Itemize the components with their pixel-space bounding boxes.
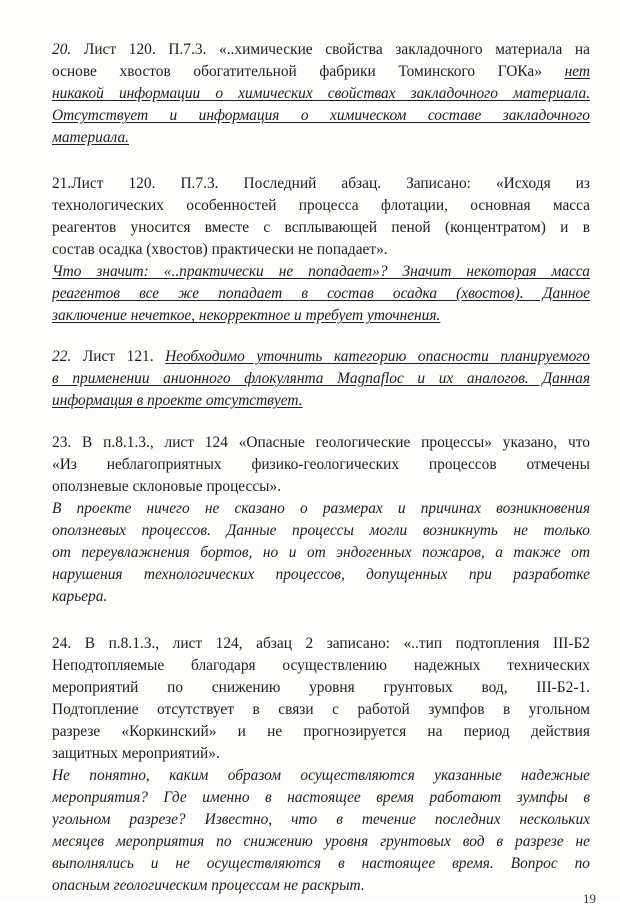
body-text: Подтопление отсутствует в связи с работой зумпфов в угольном bbox=[52, 701, 590, 718]
body-text: оползневые склоновые процессы». bbox=[52, 478, 282, 495]
body-text: разрезе «Коркинский» и не прогнозируется на период действия bbox=[52, 723, 590, 740]
body-text: Лист 121. bbox=[71, 348, 166, 365]
body-text: Лист 120. П.7.3. «..химические свойства закладочного материала на bbox=[71, 41, 590, 58]
text-line bbox=[52, 765, 590, 787]
body-text: 24. В п.8.1.3., лист 124, абзац 2 записано: «..тип подтопления III-Б2 bbox=[52, 635, 590, 652]
text-line bbox=[52, 61, 590, 83]
text-line bbox=[52, 743, 590, 765]
underlined-remark-text: нет bbox=[564, 63, 590, 80]
text-line bbox=[52, 195, 590, 217]
text-line bbox=[52, 831, 590, 853]
remark-24 bbox=[52, 633, 590, 897]
underlined-remark-text: никакой информации о химических свойствах закладочного материала. bbox=[52, 85, 590, 102]
text-line bbox=[52, 454, 590, 476]
text-line bbox=[52, 127, 590, 149]
underlined-remark-text: информация в проекте отсутствует. bbox=[52, 392, 303, 409]
italic-remark-text: месяцев мероприятия по снижению уровня грунтовых вод в разрезе не bbox=[52, 833, 590, 850]
underlined-remark-text: заключение нечеткое, некорректное и требует уточнения. bbox=[52, 307, 441, 324]
italic-remark-text: карьера. bbox=[52, 588, 108, 605]
text-line bbox=[52, 809, 590, 831]
text-line bbox=[52, 368, 590, 390]
item-number: 22. bbox=[52, 348, 72, 365]
text-line bbox=[52, 787, 590, 809]
remark-21 bbox=[52, 173, 590, 327]
body-text: мероприятий по снижению уровня грунтовых вод, III-Б2-1. bbox=[52, 679, 590, 696]
italic-remark-text: от переувлажнения бортов, но и от эндогенных пожаров, а также от bbox=[52, 544, 590, 561]
text-line bbox=[52, 875, 590, 897]
body-text: 23. В п.8.1.3., лист 124 «Опасные геологические процессы» указано, что bbox=[52, 434, 590, 451]
text-line bbox=[52, 173, 590, 195]
text-line bbox=[52, 432, 590, 454]
body-text: состав осадка (хвостов) практически не попадает». bbox=[52, 241, 388, 258]
text-line bbox=[52, 498, 590, 520]
underlined-remark-text: материала. bbox=[52, 129, 129, 146]
italic-remark-text: оползневых процессов. Данные процессы могли возникнуть не только bbox=[52, 522, 590, 539]
text-line bbox=[52, 699, 590, 721]
text-line bbox=[52, 655, 590, 677]
text-line bbox=[52, 39, 590, 61]
italic-remark-text: выполнялись и не осуществляются в настоящее время. Вопрос по bbox=[52, 855, 590, 872]
text-line bbox=[52, 542, 590, 564]
item-number: 20. bbox=[52, 41, 72, 58]
remark-22 bbox=[52, 346, 590, 412]
text-line bbox=[52, 390, 590, 412]
text-line bbox=[52, 520, 590, 542]
underlined-remark-text: Что значит: «..практически не попадает»? Значит некоторая масса bbox=[52, 263, 590, 280]
remark-20 bbox=[52, 39, 590, 149]
body-text: защитных мероприятий». bbox=[52, 745, 220, 762]
text-line bbox=[52, 261, 590, 283]
text-line bbox=[52, 633, 590, 655]
italic-remark-text: опасным геологическим процессам не раскрыт. bbox=[52, 877, 365, 894]
text-line bbox=[52, 476, 590, 498]
body-text: Неподтопляемые благодаря осуществлению надежных технических bbox=[52, 657, 590, 674]
text-line bbox=[52, 305, 590, 327]
text-line bbox=[52, 564, 590, 586]
text-line bbox=[52, 217, 590, 239]
body-text: реагентов уносится вместе с всплывающей пеной (концентратом) и в bbox=[52, 219, 590, 236]
italic-remark-text: угольном разрезе? Известно, что в течение последних нескольких bbox=[52, 811, 590, 828]
text-line bbox=[52, 239, 590, 261]
body-text: «Из неблагоприятных физико-геологических процессов отмечены bbox=[52, 456, 590, 473]
body-text: 21.Лист 120. П.7.3. Последний абзац. Записано: «Исходя из bbox=[52, 175, 590, 192]
text-line bbox=[52, 586, 590, 608]
body-text: технологических особенностей процесса флотации, основная масса bbox=[52, 197, 590, 214]
underlined-remark-text: в применении анионного флокулянта Magnafloc и их аналогов. Данная bbox=[52, 370, 590, 387]
text-line bbox=[52, 283, 590, 305]
underlined-remark-text: реагентов все же попадает в состав осадка (хвостов). Данное bbox=[52, 285, 590, 302]
text-line bbox=[52, 853, 590, 875]
body-text: основе хвостов обогатительной фабрики Томинского ГОКа» bbox=[52, 63, 565, 80]
italic-remark-text: В проекте ничего не сказано о размерах и причинах возникновения bbox=[52, 500, 590, 517]
text-line bbox=[52, 346, 590, 368]
italic-remark-text: мероприятия? Где именно в настоящее время работают зумпфы в bbox=[52, 789, 590, 806]
italic-remark-text: нарушения технологических процессов, допущенных при разработке bbox=[52, 566, 590, 583]
text-line bbox=[52, 721, 590, 743]
page-number: 19 bbox=[583, 891, 596, 906]
italic-remark-text: Не понятно, каким образом осуществляются указанные надежные bbox=[52, 767, 590, 784]
text-line bbox=[52, 105, 590, 127]
underlined-remark-text: Необходимо уточнить категорию опасности планируемого bbox=[165, 348, 590, 365]
text-line bbox=[52, 677, 590, 699]
underlined-remark-text: Отсутствует и информация о химическом составе закладочного bbox=[52, 107, 590, 124]
text-line bbox=[52, 83, 590, 105]
remark-23 bbox=[52, 432, 590, 608]
